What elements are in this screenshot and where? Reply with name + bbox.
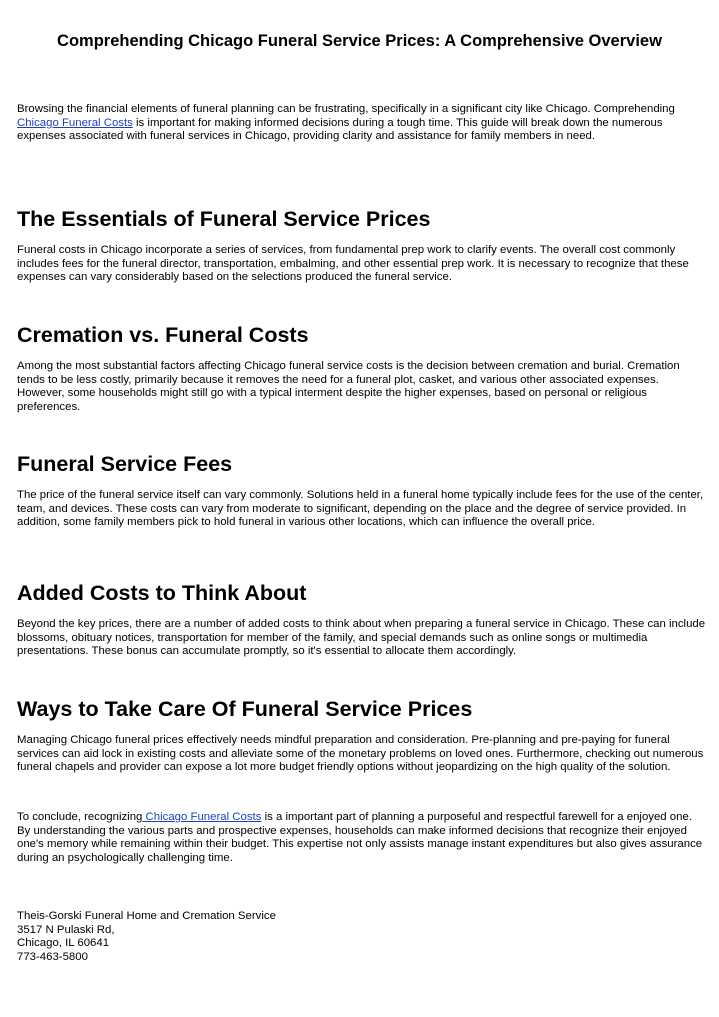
business-street: 3517 N Pulaski Rd, [17, 923, 115, 936]
business-address [17, 910, 276, 964]
business-name: Theis-Gorski Funeral Home and Cremation Service [17, 910, 276, 922]
section-heading-essentials: The Essentials of Funeral Service Prices [17, 207, 431, 231]
document-title: Comprehending Chicago Funeral Service Prices: A Comprehensive Overview [57, 32, 662, 50]
section-body-manage-prices: Managing Chicago funeral prices effectively needs mindful preparation and consideration. Pre-planning and pre-paying for funeral services can aid lock in existing costs and alleviate some of the monetary problems on loved ones. Furthermore, checking out numerous funeral chapels and provider can expose a lot more budget friendly options without jeopardizing on the high quality of the solution. [17, 734, 704, 773]
section-heading-cremation: Cremation vs. Funeral Costs [17, 323, 309, 347]
conclusion-text-before-link: To conclude, recognizing [17, 811, 143, 823]
conclusion-text-after-link: is a important part of planning a purposeful and respectful farewell for a enjoyed one. By understanding the various parts and prospective expenses, households can make informed decisions that recognize their enjoyed one's memory while remaining within their budget. This expertise not only assists manage instant expenditures but also gives assurance during an psychologically challenging time. [17, 811, 703, 864]
intro-paragraph [17, 103, 707, 144]
business-phone: 773-463-5800 [17, 950, 88, 963]
chicago-funeral-costs-link-2[interactable]: Chicago Funeral Costs [142, 811, 262, 823]
intro-text-after-link: is important for making informed decisions during a tough time. This guide will break down the numerous expenses associated with funeral services in Chicago, providing clarity and assistance for family members in need. [17, 116, 663, 142]
section-body-cremation: Among the most substantial factors affecting Chicago funeral service costs is the decision between cremation and burial. Cremation tends to be less costly, primarily because it removes the need for a funeral plot, casket, and various other associated expenses. However, some households might still go with a typical interment despite the higher expenses, based on personal or religious preferences. [17, 360, 680, 413]
intro-text-before-link: Browsing the financial elements of funeral planning can be frustrating, specifically in a significant city like Chicago. Comprehending [17, 103, 675, 115]
section-heading-added-costs: Added Costs to Think About [17, 581, 307, 605]
section-body-essentials: Funeral costs in Chicago incorporate a series of services, from fundamental prep work to clarify events. The overall cost commonly includes fees for the funeral director, transportation, embalming, and other essential prep work. It is necessary to recognize that these expenses can vary considerably based on the selections produced the funeral service. [17, 244, 689, 283]
section-heading-manage-prices: Ways to Take Care Of Funeral Service Prices [17, 697, 473, 721]
conclusion-paragraph [17, 811, 707, 865]
section-body-service-fees: The price of the funeral service itself can vary commonly. Solutions held in a funeral home typically include fees for the use of the center, team, and devices. These costs can vary from moderate to significant, depending on the place and the degree of service provided. In addition, some family members pick to hold funeral in various other locations, which can influence the overall price. [17, 489, 704, 528]
business-city: Chicago, IL 60641 [17, 937, 110, 949]
section-heading-service-fees: Funeral Service Fees [17, 452, 233, 476]
section-body-added-costs: Beyond the key prices, there are a number of added costs to think about when preparing a funeral service in Chicago. These can include blossoms, obituary notices, transportation for member of the family, and special demands such as online songs or multimedia presentations. These bonus can accumulate promptly, so it's essential to allocate them accordingly. [17, 618, 706, 657]
chicago-funeral-costs-link[interactable]: Chicago Funeral Costs [17, 116, 133, 129]
